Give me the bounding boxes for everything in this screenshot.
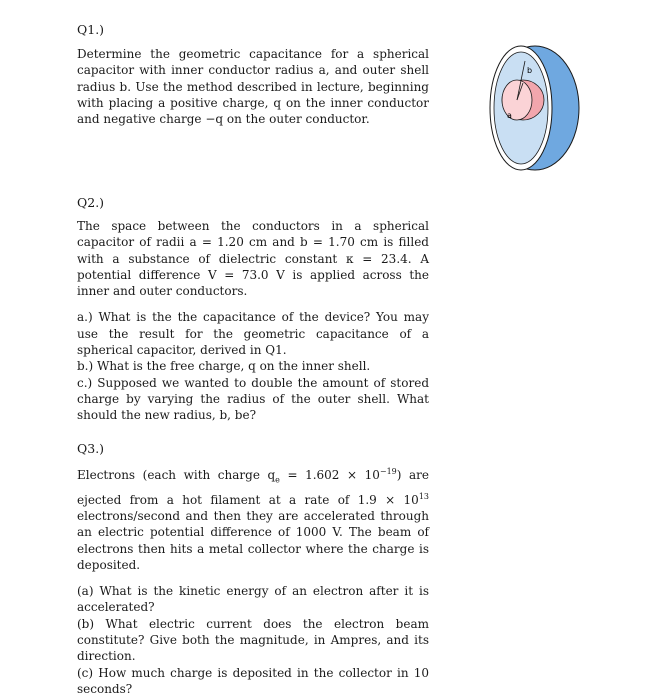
spherical-capacitor-figure xyxy=(487,43,583,173)
q3-text xyxy=(77,464,429,697)
q2-heading: Q2.) xyxy=(77,195,105,210)
q1-text xyxy=(77,46,429,127)
q2-text xyxy=(77,218,429,424)
q2-part-a: a.) What is the the capacitance of the device? You may use the result for the geometric capacitance of a spherical capacitor, derived in Q1. xyxy=(77,310,429,358)
q2-part-c: c.) Supposed we wanted to double the amount of stored charge by varying the radius of the outer shell. What should the new radius, b, be? xyxy=(77,375,429,423)
label-a: a xyxy=(507,111,512,120)
q2-body: The space between the conductors in a spherical capacitor of radii a = 1.20 cm and b = 1.70 cm is filled with a substance of dielectric constant κ = 23.4. A potential difference V = 73.0 V is applied across the inner and outer conductors. xyxy=(77,219,429,299)
q1-heading: Q1.) xyxy=(77,22,105,37)
q3-body: Electrons (each with charge $q_e = 1.602 \times 10^{-19}$) are ejected from a hot filament at a rate of $1.9 \times 10^{13}$ electrons/second and then they are accelerated through an electric potential difference of 1000 V. The beam of electrons then hits a metal collector where the charge is deposited. xyxy=(77,467,429,572)
label-b: b xyxy=(527,66,533,75)
q3-part-a: (a) What is the kinetic energy of an electron after it is accelerated? xyxy=(77,584,429,615)
q3-part-c: (c) How much charge is deposited in the collector in 10 seconds? xyxy=(77,665,429,696)
q2-part-b: b.) What is the free charge, q on the inner shell. xyxy=(77,359,371,374)
q3-heading: Q3.) xyxy=(77,441,105,456)
q3-part-b: (b) What electric current does the electron beam constitute? Give both the magnitude, in Ampres, and its direction. xyxy=(77,616,429,664)
q1-body: Determine the geometric capacitance for a spherical capacitor with inner conductor radius a, and outer shell radius b. Use the method described in lecture, beginning with placing a positive charge, q on the inner conductor and negative charge −q on the outer conductor. xyxy=(77,47,429,127)
